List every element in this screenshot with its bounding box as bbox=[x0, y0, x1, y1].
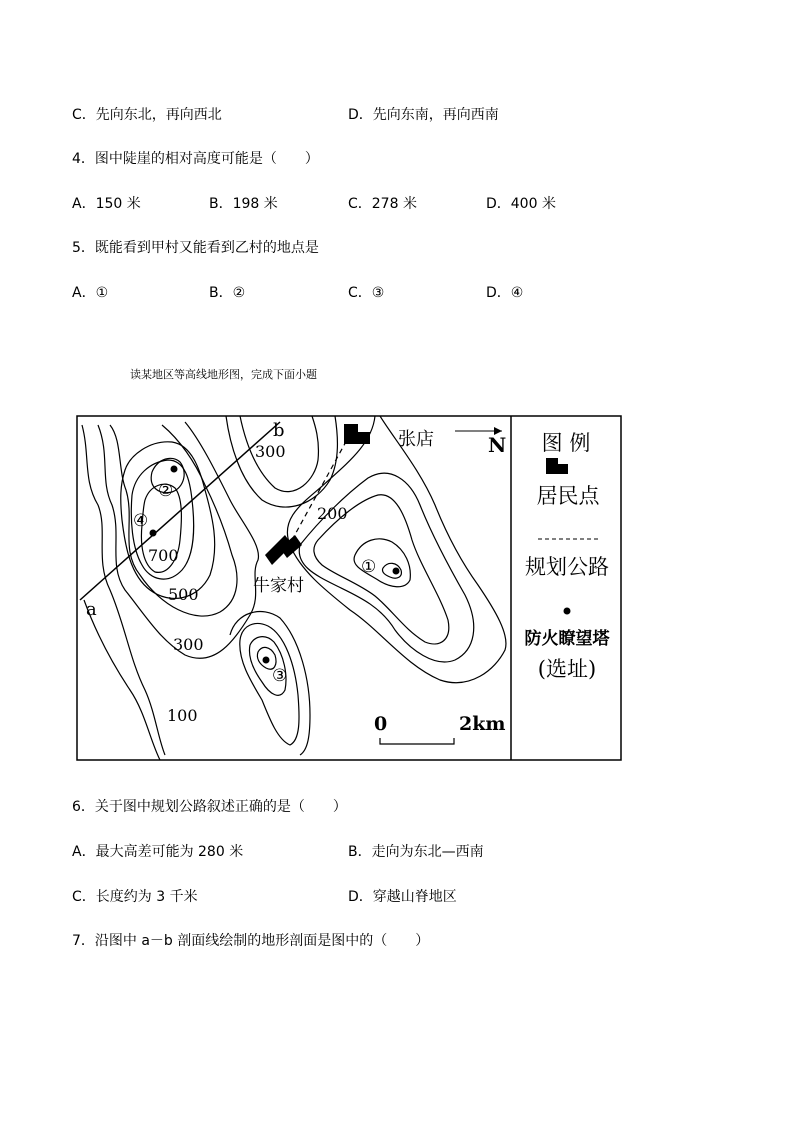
settlement-niujia-symbol bbox=[265, 535, 302, 565]
contour-label-300-north: 300 bbox=[255, 442, 286, 461]
option-d-prev: D．先向东南，再向西南 bbox=[348, 107, 499, 123]
q6-option-b: B．走向为东北—西南 bbox=[348, 844, 484, 860]
legend-symbols bbox=[538, 458, 600, 615]
legend-settlement: 居民点 bbox=[536, 484, 600, 508]
q4-option-d: D．400 米 bbox=[486, 196, 556, 212]
q6-option-d: D．穿越山脊地区 bbox=[348, 889, 457, 905]
profile-line-ab bbox=[80, 422, 280, 600]
scale-start-label: 0 bbox=[374, 713, 388, 735]
question-7-stem: 7．沿图中 a－b 剖面线绘制的地形剖面是图中的（ ） bbox=[72, 933, 430, 949]
village-zhangdian-label: 张店 bbox=[398, 429, 434, 450]
q5-option-a: A．① bbox=[72, 285, 109, 301]
map-intro: 读某地区等高线地形图，完成下面小题 bbox=[130, 368, 317, 381]
q5-option-c: C．③ bbox=[348, 285, 385, 301]
legend-road: 规划公路 bbox=[525, 555, 609, 579]
question-5-stem: 5．既能看到甲村又能看到乙村的地点是 bbox=[72, 240, 319, 256]
contour-label-500: 500 bbox=[168, 585, 199, 604]
option-c-prev: C．先向东北，再向西北 bbox=[72, 107, 222, 123]
profile-point-a: a bbox=[86, 599, 97, 620]
q5-option-b: B．② bbox=[209, 285, 246, 301]
point-3-label: ③ bbox=[272, 666, 288, 686]
scale-end-label: 2km bbox=[459, 713, 506, 735]
profile-point-b: b bbox=[273, 420, 285, 441]
question-6-stem: 6．关于图中规划公路叙述正确的是（ ） bbox=[72, 799, 347, 815]
north-label: N bbox=[488, 433, 507, 457]
contour-label-700: 700 bbox=[148, 546, 179, 565]
planned-road bbox=[292, 438, 348, 540]
point-2-label: ② bbox=[158, 481, 174, 501]
village-niujia-label: 牛家村 bbox=[253, 576, 304, 596]
q5-option-d: D．④ bbox=[486, 285, 524, 301]
legend-title: 图 例 bbox=[541, 431, 591, 455]
contour-label-100: 100 bbox=[167, 706, 198, 725]
contour-label-200: 200 bbox=[317, 504, 348, 523]
q4-option-b: B．198 米 bbox=[209, 196, 278, 212]
q4-option-c: C．278 米 bbox=[348, 196, 417, 212]
scale-bar bbox=[380, 738, 454, 744]
contour-label-300-south: 300 bbox=[173, 635, 204, 654]
map-frame bbox=[77, 416, 621, 760]
point-1-label: ① bbox=[361, 557, 377, 577]
point-4-label: ④ bbox=[133, 511, 149, 531]
q4-option-a: A．150 米 bbox=[72, 196, 141, 212]
legend-tower: 防火瞭望塔 bbox=[524, 629, 610, 649]
question-4-stem: 4．图中陡崖的相对高度可能是（ ） bbox=[72, 151, 319, 167]
legend-site: (选址) bbox=[537, 657, 597, 681]
q6-option-c: C．长度约为 3 千米 bbox=[72, 889, 198, 905]
settlement-zhangdian-symbol bbox=[344, 424, 370, 444]
q6-option-a: A．最大高差可能为 280 米 bbox=[72, 844, 244, 860]
